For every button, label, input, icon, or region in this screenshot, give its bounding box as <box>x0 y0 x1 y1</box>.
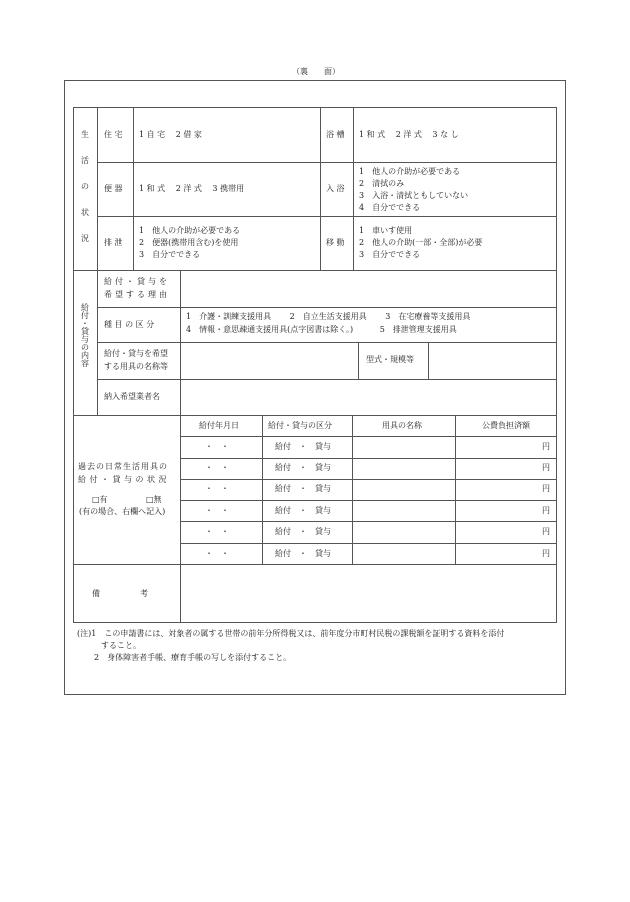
row-4-unit: 円 <box>542 506 550 515</box>
excretion-label: 排 泄 <box>104 238 123 247</box>
row-5-unit: 円 <box>542 527 550 536</box>
rule-past-label <box>180 415 181 623</box>
row-5-date: ・ ・ <box>205 527 229 536</box>
row-3-date: ・ ・ <box>205 484 229 493</box>
row-4-type: 給付 ・ 貸与 <box>275 506 331 515</box>
row-5-type: 給付 ・ 貸与 <box>275 527 331 536</box>
remarks-label: 備 考 <box>92 589 148 598</box>
bathtub-options: 1 和 式 2 洋 式 3 な し <box>359 130 459 139</box>
past-note: (有の場合、右欄へ記入) <box>79 507 166 516</box>
toilet-label: 便 器 <box>104 184 123 193</box>
excretion-option-2: 2 便器(携帯用含む)を使用 <box>139 238 239 247</box>
rule-living-left-label <box>133 107 134 270</box>
equipment-label-line2: する用具の名称等 <box>104 362 168 371</box>
rule-past-row5 <box>180 543 557 544</box>
rule-living-mid <box>320 107 321 270</box>
past-no-checkbox[interactable]: □無 <box>146 495 162 504</box>
row-1-type: 給付 ・ 貸与 <box>275 442 331 451</box>
rule-section-living-end <box>73 270 557 271</box>
reason-label-line2: 希望する理由 <box>104 290 170 299</box>
living-side-label: 生 活 の 状 況 <box>81 130 89 243</box>
excretion-option-1: 1 他人の介助が必要である <box>139 226 241 235</box>
rule-benefit-row3 <box>97 379 557 380</box>
past-label-line1: 過去の日常生活用具の <box>78 462 168 471</box>
bathtub-label: 浴 槽 <box>326 130 345 139</box>
header-public-amount: 公費負担済額 <box>482 421 530 430</box>
rule-past-row1 <box>180 458 557 459</box>
housing-label: 住 宅 <box>104 130 123 139</box>
header-date: 給付年月日 <box>199 421 239 430</box>
rule-section-benefit-end <box>73 415 557 416</box>
bathing-option-1: 1 他人の介助が必要である <box>359 167 461 176</box>
toilet-options: 1 和 式 2 洋 式 3 携帯用 <box>139 184 245 193</box>
bathing-label: 入 浴 <box>326 184 345 193</box>
rule-past-col2 <box>352 415 353 564</box>
row-1-unit: 円 <box>542 442 550 451</box>
rule-living-row1 <box>97 162 557 163</box>
category-label: 種 目 の 区 分 <box>104 320 155 329</box>
rule-section-past-end <box>73 564 557 565</box>
rule-model-right <box>428 342 429 379</box>
header-type: 給付・貸与の区分 <box>268 421 332 430</box>
rule-past-row4 <box>180 521 557 522</box>
row-3-unit: 円 <box>542 484 550 493</box>
rule-past-col3 <box>455 415 456 564</box>
row-6-date: ・ ・ <box>205 549 229 558</box>
past-label-line2: 給付・貸与の状況 <box>78 475 170 484</box>
equipment-label-line1: 給付・貸与を希望 <box>104 349 168 358</box>
rule-past-row2 <box>180 479 557 480</box>
excretion-option-3: 3 自分でできる <box>139 250 201 259</box>
row-2-date: ・ ・ <box>205 463 229 472</box>
benefit-side-label: 給 付 ・ 貸 与 の 内 容 <box>81 303 89 368</box>
reason-label-line1: 給付・貸与を <box>104 277 170 286</box>
rule-past-header <box>180 436 557 437</box>
movement-option-1: 1 車いす使用 <box>359 226 413 235</box>
row-2-type: 給付 ・ 貸与 <box>275 463 331 472</box>
bathing-option-3: 3 入浴・清拭ともしていない <box>359 191 469 200</box>
movement-label: 移 動 <box>326 238 345 247</box>
rule-living-right-label <box>353 107 354 270</box>
row-2-unit: 円 <box>542 463 550 472</box>
note-1: (注)1 この申請書には、対象者の属する世帯の前年分所得税又は、前年度分市町村民税の課税額を証明する資料を添付 <box>77 629 505 638</box>
row-4-date: ・ ・ <box>205 506 229 515</box>
category-line-2: 4 情報・意思疎通支援用具(点字図書は除く。) 5 排泄管理支援用具 <box>186 325 457 334</box>
row-6-type: 給付 ・ 貸与 <box>275 549 331 558</box>
rule-benefit-row2 <box>97 342 557 343</box>
rule-past-row3 <box>180 500 557 501</box>
row-1-date: ・ ・ <box>205 442 229 451</box>
bathing-option-4: 4 自分でできる <box>359 203 421 212</box>
movement-option-2: 2 他人の介助(一部・全部)が必要 <box>359 238 483 247</box>
note-2: 2 身体障害者手帳、療育手帳の写しを添付すること。 <box>94 653 292 662</box>
rule-side-column <box>97 107 98 415</box>
past-yes-checkbox[interactable]: □有 <box>92 495 108 504</box>
note-1-continuation: すること。 <box>101 641 141 650</box>
movement-option-3: 3 自分でできる <box>359 250 421 259</box>
model-label: 型式・規模等 <box>366 355 414 364</box>
housing-options: 1 自 宅 2 借 家 <box>139 130 202 139</box>
row-3-type: 給付 ・ 貸与 <box>275 484 331 493</box>
page-side-header: （裏 面） <box>292 67 340 76</box>
vendor-label: 納入希望業者名 <box>104 392 160 401</box>
category-line-1: 1 介護・訓練支援用具 2 自立生活支援用具 3 在宅療養等支援用具 <box>186 312 471 321</box>
rule-living-row2 <box>97 216 557 217</box>
rule-benefit-row1 <box>97 307 557 308</box>
rule-model-left <box>358 342 359 379</box>
header-equipment-name: 用具の名称 <box>382 421 422 430</box>
row-6-unit: 円 <box>542 549 550 558</box>
rule-past-col1 <box>262 415 263 564</box>
rule-benefit-label <box>180 270 181 415</box>
bathing-option-2: 2 清拭のみ <box>359 179 405 188</box>
